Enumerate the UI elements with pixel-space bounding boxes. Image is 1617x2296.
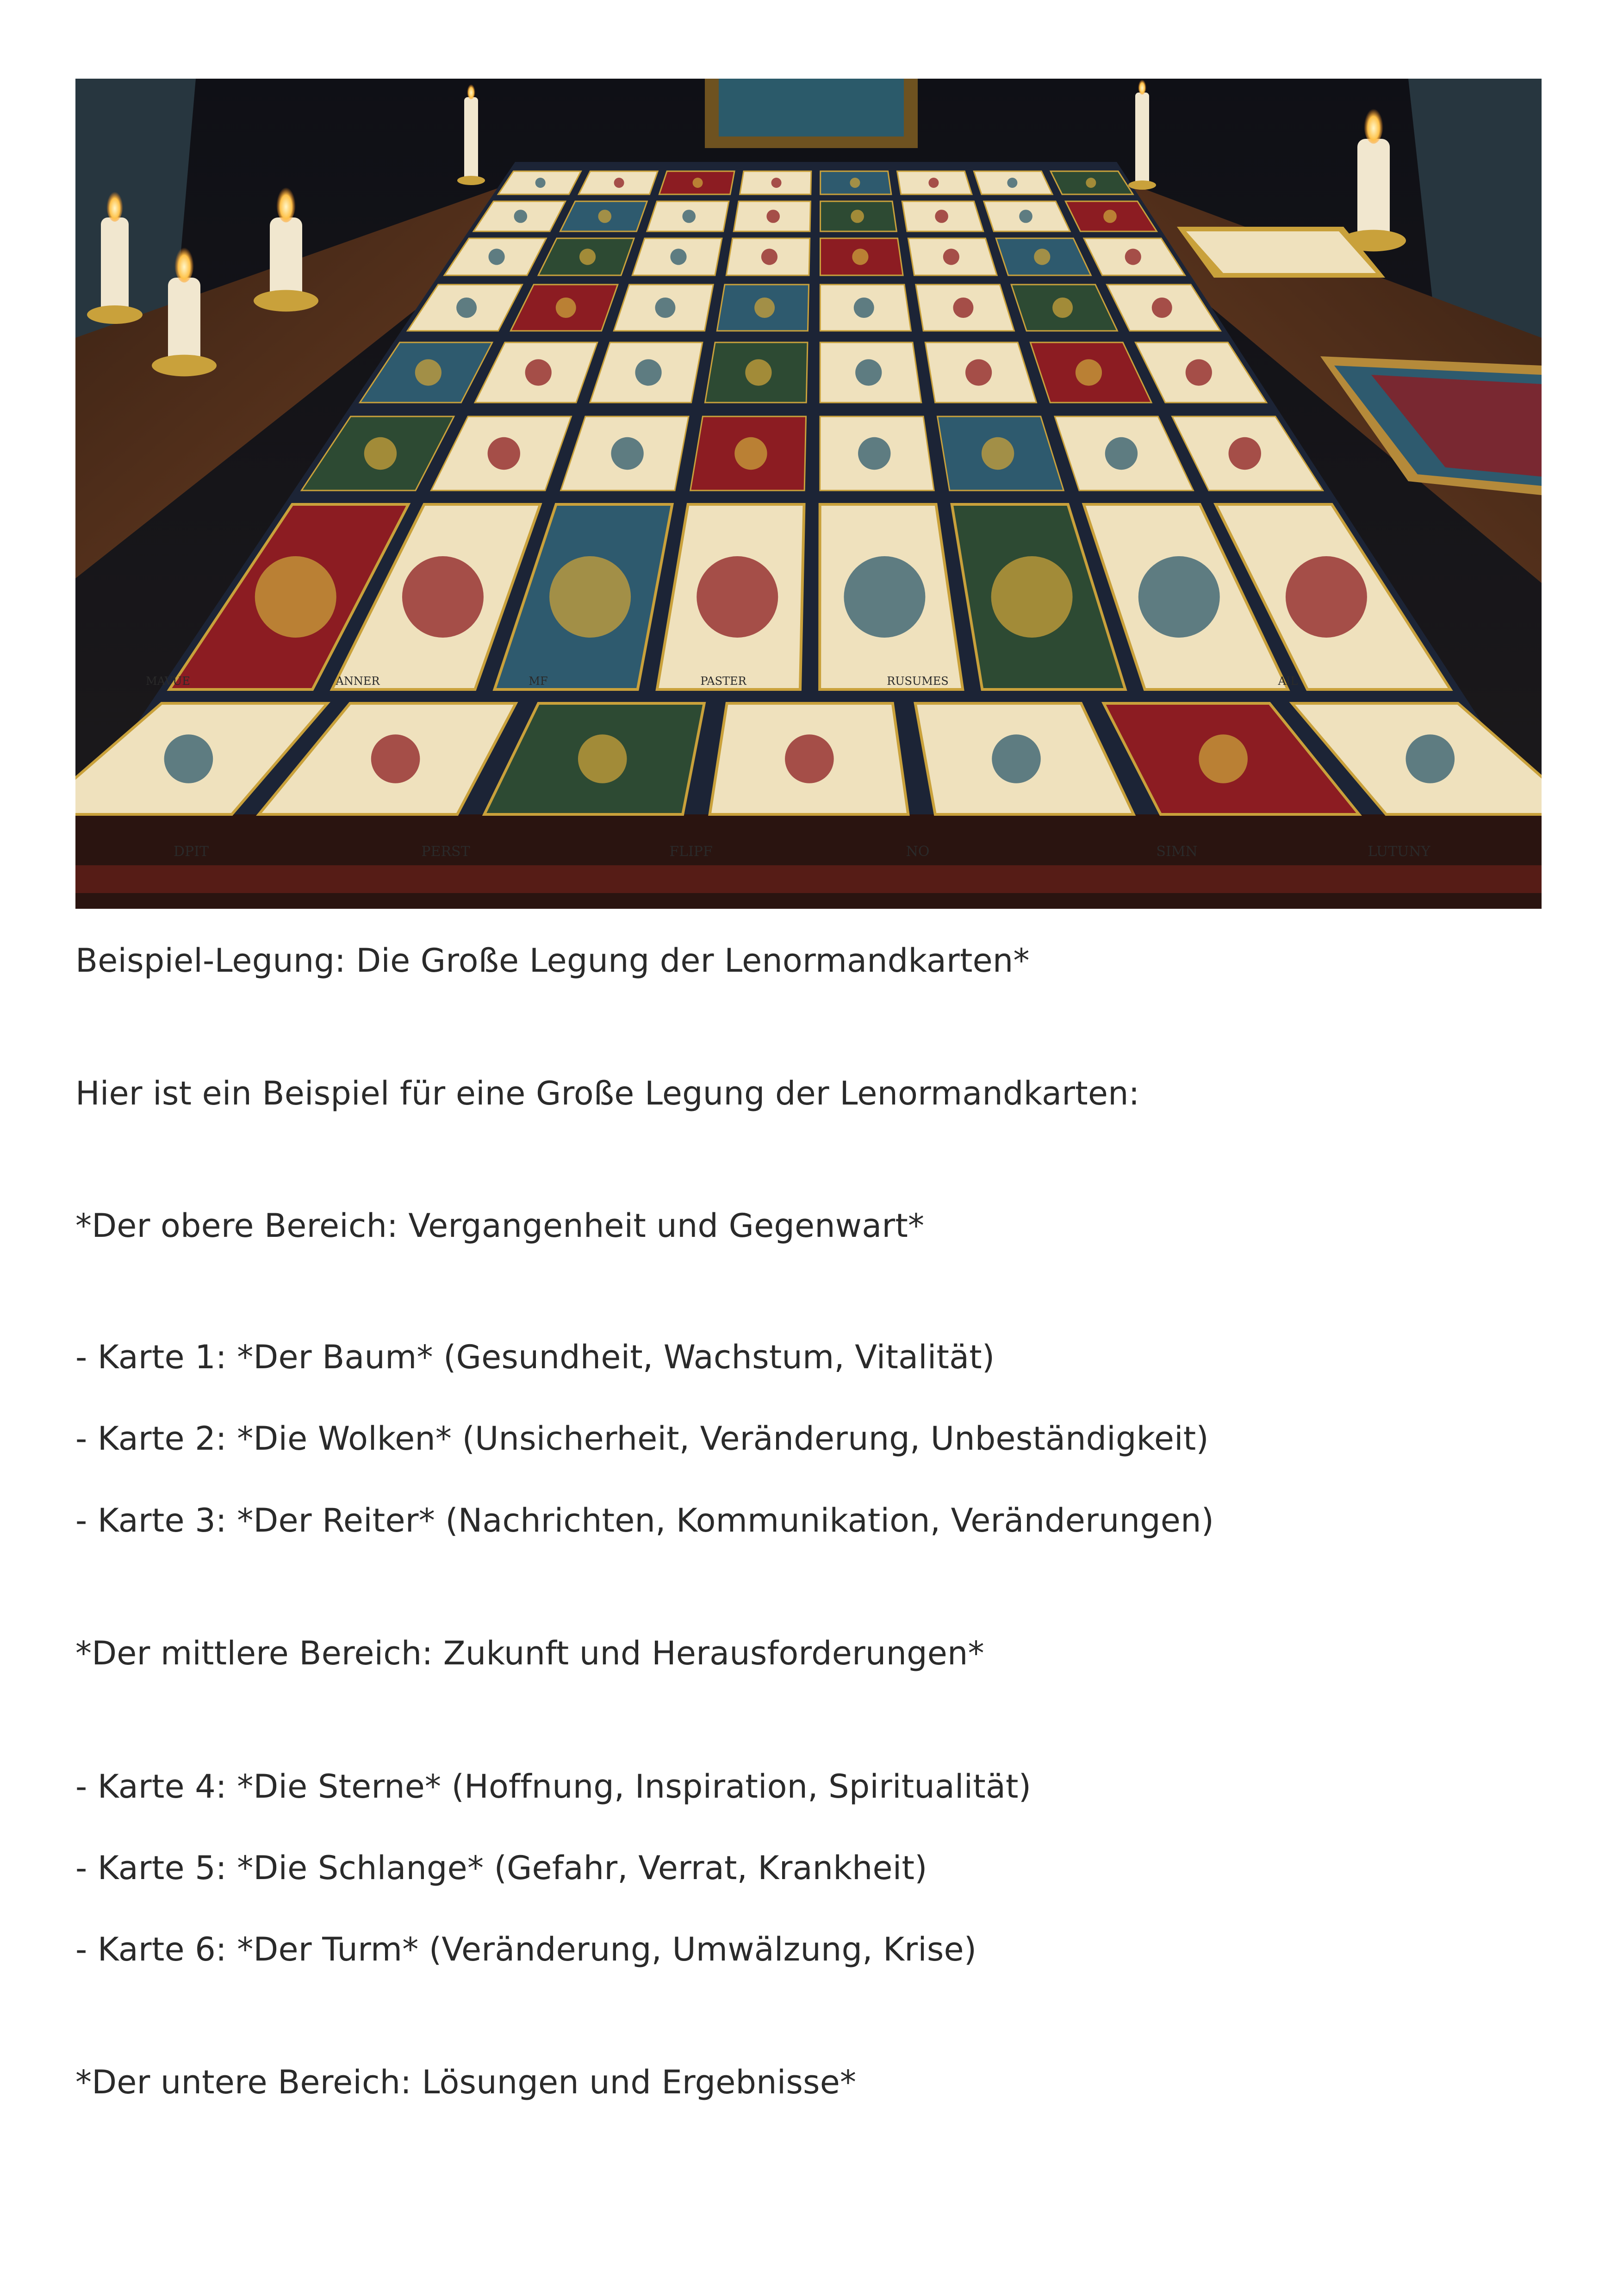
- card-label: AIL: [1278, 675, 1298, 688]
- card-emblem: [850, 178, 860, 188]
- list-item: - Karte 4: *Die Sterne* (Hoffnung, Inspiration, Spiritualität): [75, 1768, 1032, 1806]
- card-emblem: [514, 210, 528, 223]
- card-emblem: [255, 556, 336, 638]
- card-emblem: [766, 210, 780, 223]
- card-table-illustration: [75, 79, 1542, 909]
- card-emblem: [415, 359, 442, 385]
- lenormand-card-spread-image: [75, 79, 1542, 909]
- card-emblem: [855, 359, 882, 385]
- card-label: MAVUE: [146, 675, 190, 688]
- card-emblem: [734, 437, 767, 470]
- candle: [168, 278, 200, 366]
- list-item: - Karte 1: *Der Baum* (Gesundheit, Wachstum, Vitalität): [75, 1338, 995, 1376]
- candle-flame: [174, 244, 194, 283]
- card-label: DPIT: [173, 844, 209, 860]
- candle-flame: [1364, 105, 1383, 144]
- card-emblem: [852, 248, 868, 265]
- candle: [1357, 139, 1390, 241]
- card-emblem: [579, 248, 596, 265]
- card-label: PERST: [421, 844, 470, 860]
- card-emblem: [556, 298, 576, 318]
- section-heading-bottom: *Der untere Bereich: Lösungen und Ergebnisse*: [75, 2063, 857, 2101]
- card-label: RUSUMES: [887, 675, 949, 688]
- card-emblem: [754, 298, 775, 318]
- candle: [270, 217, 302, 301]
- candle-holder: [152, 355, 217, 377]
- table-front-trim: [75, 865, 1542, 893]
- card-emblem: [851, 210, 864, 223]
- card-emblem: [928, 178, 939, 188]
- card-emblem: [992, 734, 1041, 783]
- card-emblem: [1138, 556, 1220, 638]
- card-emblem: [935, 210, 948, 223]
- card-emblem: [771, 178, 782, 188]
- card-emblem: [371, 734, 420, 783]
- card-emblem: [965, 359, 992, 385]
- card-emblem: [1034, 248, 1050, 265]
- section-heading-middle: *Der mittlere Bereich: Zukunft und Herausforderungen*: [75, 1634, 984, 1672]
- card-emblem: [635, 359, 661, 385]
- card-emblem: [1019, 210, 1032, 223]
- card-emblem: [670, 248, 686, 265]
- card-emblem: [655, 298, 675, 318]
- card-emblem: [1199, 734, 1248, 783]
- list-item: - Karte 3: *Der Reiter* (Nachrichten, Kommunikation, Veränderungen): [75, 1502, 1214, 1539]
- card-emblem: [1007, 178, 1017, 188]
- candle-flame: [106, 188, 123, 222]
- card-label: LUTUNY: [1368, 844, 1430, 860]
- candle-flame: [1138, 79, 1146, 95]
- back-painting: [719, 79, 904, 137]
- card-emblem: [578, 734, 627, 783]
- card-emblem: [614, 178, 624, 188]
- card-emblem: [943, 248, 959, 265]
- intro-paragraph: Hier ist ein Beispiel für eine Große Legung der Lenormandkarten:: [75, 1074, 1140, 1112]
- card-emblem: [1406, 734, 1455, 783]
- card-emblem: [1186, 359, 1212, 385]
- list-item: - Karte 2: *Die Wolken* (Unsicherheit, Veränderung, Unbeständigkeit): [75, 1420, 1209, 1458]
- section-heading-top: *Der obere Bereich: Vergangenheit und Gegenwart*: [75, 1207, 925, 1245]
- card-label: SIMN: [1156, 844, 1198, 860]
- candle: [1135, 93, 1149, 185]
- card-emblem: [1125, 248, 1141, 265]
- card-emblem: [535, 178, 546, 188]
- card-emblem: [682, 210, 696, 223]
- candle: [464, 97, 478, 180]
- card-emblem: [1103, 210, 1117, 223]
- candle-holder: [87, 305, 143, 324]
- card-emblem: [1076, 359, 1102, 385]
- card-emblem: [456, 298, 477, 318]
- card-emblem: [854, 298, 874, 318]
- table-front-edge: [75, 814, 1542, 909]
- card-emblem: [164, 734, 213, 783]
- candle: [101, 217, 129, 315]
- card-emblem: [745, 359, 771, 385]
- image-caption: Beispiel-Legung: Die Große Legung der Lenormandkarten*: [75, 942, 1030, 980]
- card-emblem: [953, 298, 973, 318]
- candle-holder: [1128, 180, 1156, 190]
- card-emblem: [489, 248, 505, 265]
- card-emblem: [1152, 298, 1172, 318]
- card-emblem: [1086, 178, 1096, 188]
- list-item: - Karte 6: *Der Turm* (Veränderung, Umwälzung, Krise): [75, 1930, 977, 1968]
- card-emblem: [488, 437, 520, 470]
- card-emblem: [991, 556, 1073, 638]
- card-emblem: [844, 556, 925, 638]
- card-emblem: [525, 359, 552, 385]
- candle-holder: [254, 290, 318, 312]
- candle-holder: [457, 176, 485, 185]
- card-emblem: [785, 734, 834, 783]
- card-label: FLIPF: [669, 844, 713, 860]
- card-emblem: [402, 556, 484, 638]
- card-emblem: [364, 437, 397, 470]
- card-emblem: [1052, 298, 1073, 318]
- card-emblem: [1229, 437, 1261, 470]
- card-emblem: [549, 556, 631, 638]
- card-emblem: [1105, 437, 1138, 470]
- card-label: NO: [906, 844, 930, 860]
- card-emblem: [761, 248, 777, 265]
- card-label: MF: [529, 675, 548, 688]
- card-emblem: [611, 437, 643, 470]
- card-emblem: [1286, 556, 1367, 638]
- card-emblem: [693, 178, 703, 188]
- candle-flame: [467, 83, 475, 99]
- list-item: - Karte 5: *Die Schlange* (Gefahr, Verrat, Krankheit): [75, 1849, 927, 1887]
- card-emblem: [697, 556, 778, 638]
- card-emblem: [598, 210, 611, 223]
- card-emblem: [982, 437, 1014, 470]
- card-label: PASTER: [700, 675, 746, 688]
- candle-flame: [276, 184, 296, 223]
- card-label: ANNER: [336, 675, 380, 688]
- card-emblem: [858, 437, 890, 470]
